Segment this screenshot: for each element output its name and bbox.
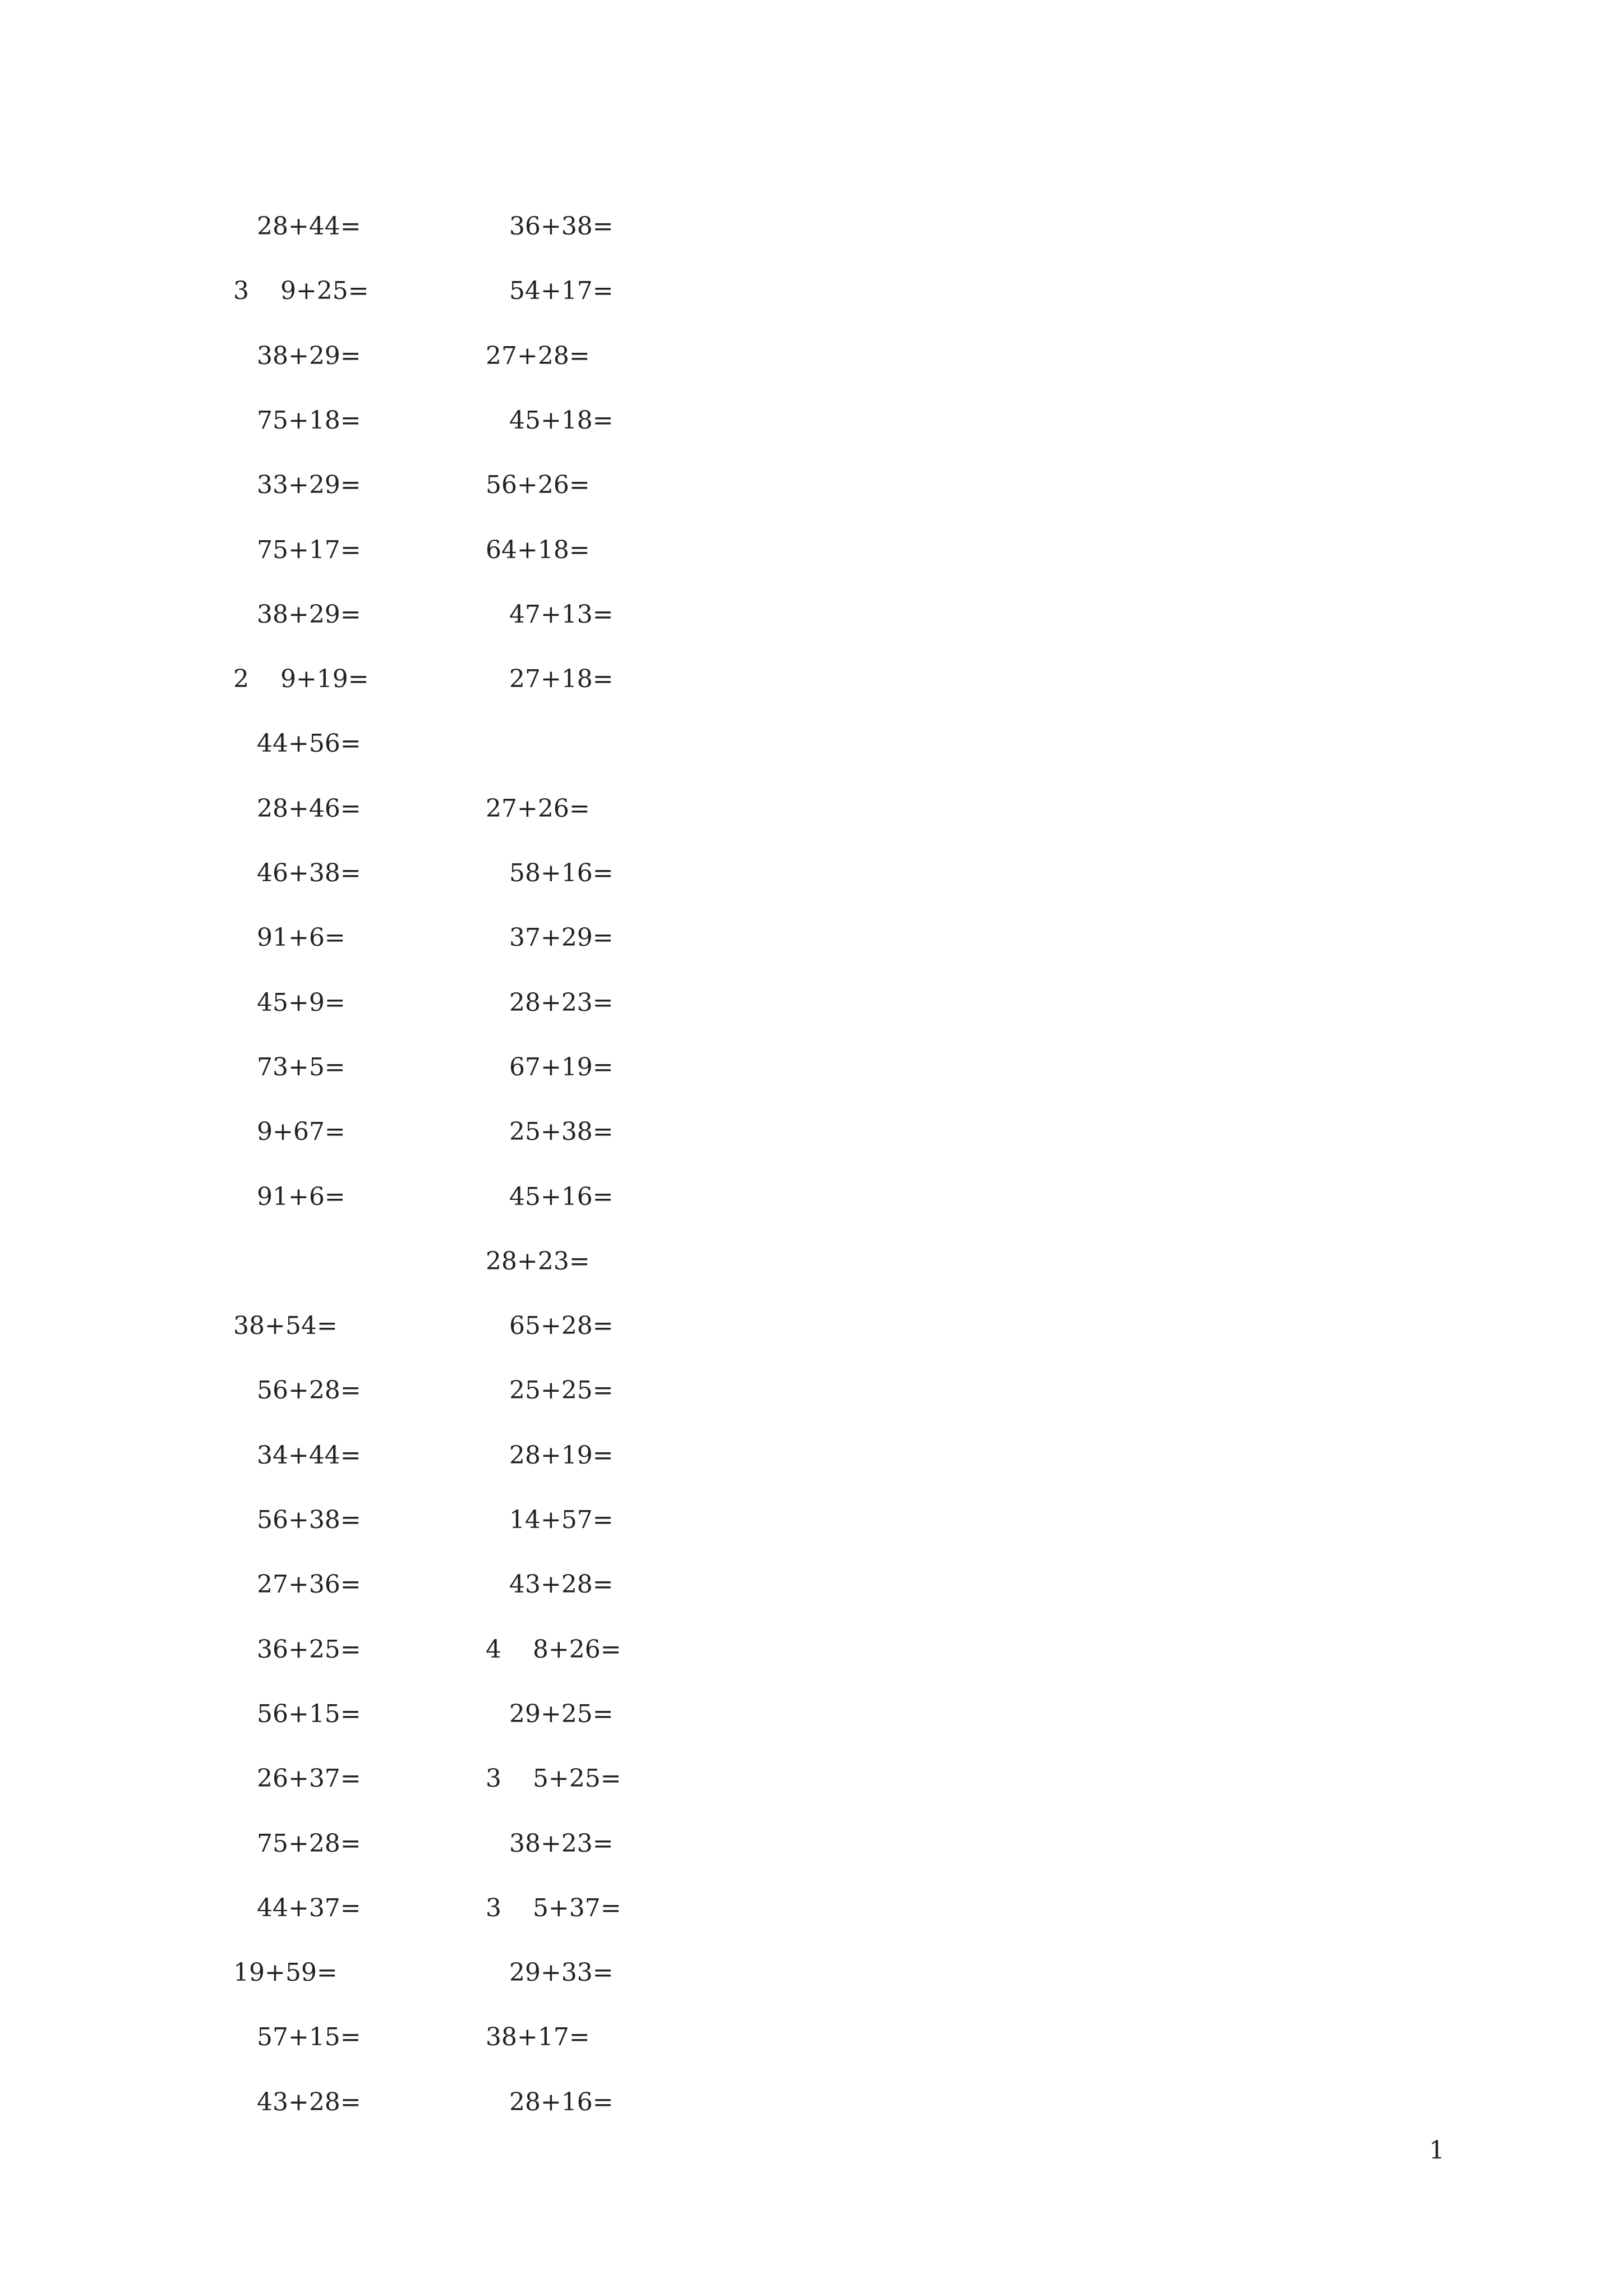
arithmetic-problem: 57+15= <box>233 2023 361 2052</box>
arithmetic-problem: 67+19= <box>486 1052 614 1082</box>
arithmetic-problem: 45+18= <box>486 406 614 435</box>
arithmetic-problem: 91+6= <box>233 923 345 953</box>
arithmetic-problem: 38+54= <box>233 1312 338 1341</box>
arithmetic-problem: 38+29= <box>233 600 361 629</box>
arithmetic-problem: 56+26= <box>486 471 590 500</box>
arithmetic-problem: 28+19= <box>486 1441 614 1470</box>
arithmetic-problem: 9+67= <box>233 1117 345 1147</box>
arithmetic-problem: 14+57= <box>486 1506 614 1534</box>
arithmetic-problem: 28+44= <box>233 212 361 241</box>
arithmetic-problem: 47+13= <box>486 600 614 629</box>
arithmetic-problem: 45+16= <box>486 1182 614 1211</box>
arithmetic-problem: 28+46= <box>233 794 361 823</box>
arithmetic-problem: 29+33= <box>486 1958 614 1987</box>
arithmetic-problem: 25+38= <box>486 1117 614 1147</box>
arithmetic-problem: 46+38= <box>233 859 361 887</box>
arithmetic-problem: 75+28= <box>233 1829 361 1858</box>
arithmetic-problem: 27+26= <box>486 794 590 823</box>
arithmetic-problem: 43+28= <box>486 1570 614 1599</box>
arithmetic-problem: 25+25= <box>486 1376 614 1405</box>
arithmetic-problem: 27+18= <box>486 665 614 694</box>
arithmetic-problem: 19+59= <box>233 1958 338 1987</box>
arithmetic-problem: 36+25= <box>233 1635 361 1664</box>
arithmetic-problem: 34+44= <box>233 1441 361 1470</box>
arithmetic-problem: 27+36= <box>233 1570 361 1599</box>
arithmetic-problem: 37+29= <box>486 923 614 953</box>
arithmetic-problem: 73+5= <box>233 1052 345 1082</box>
arithmetic-problem: 56+38= <box>233 1506 361 1534</box>
arithmetic-problem: 45+9= <box>233 988 345 1017</box>
arithmetic-problem: 33+29= <box>233 471 361 500</box>
arithmetic-problem: 44+56= <box>233 729 361 758</box>
arithmetic-problem: 3 5+25= <box>486 1764 621 1793</box>
arithmetic-problem: 38+23= <box>486 1829 614 1858</box>
arithmetic-problem: 75+17= <box>233 535 361 564</box>
arithmetic-problem: 56+28= <box>233 1376 361 1405</box>
arithmetic-problem: 43+28= <box>233 2087 361 2116</box>
arithmetic-problem: 26+37= <box>233 1764 361 1793</box>
arithmetic-problem: 27+28= <box>486 341 590 370</box>
arithmetic-problem: 4 8+26= <box>486 1635 621 1664</box>
arithmetic-problem: 28+23= <box>486 988 614 1017</box>
arithmetic-problem: 36+38= <box>486 212 614 241</box>
arithmetic-problem: 3 5+37= <box>486 1893 621 1922</box>
page-number: 1 <box>1429 2136 1445 2165</box>
arithmetic-problem: 64+18= <box>486 535 590 564</box>
arithmetic-problem: 65+28= <box>486 1312 614 1341</box>
arithmetic-problem: 56+15= <box>233 1699 361 1728</box>
arithmetic-problem: 3 9+25= <box>233 277 369 306</box>
arithmetic-problem: 28+23= <box>486 1246 590 1276</box>
arithmetic-problem: 54+17= <box>486 277 614 306</box>
arithmetic-problem: 38+29= <box>233 341 361 370</box>
arithmetic-problem: 44+37= <box>233 1893 361 1922</box>
arithmetic-problem: 28+16= <box>486 2087 614 2116</box>
arithmetic-problem: 29+25= <box>486 1699 614 1728</box>
arithmetic-problem: 38+17= <box>486 2023 590 2052</box>
arithmetic-problem: 58+16= <box>486 859 614 887</box>
arithmetic-problem: 91+6= <box>233 1182 345 1211</box>
arithmetic-problem: 75+18= <box>233 406 361 435</box>
arithmetic-problem: 2 9+19= <box>233 665 369 694</box>
